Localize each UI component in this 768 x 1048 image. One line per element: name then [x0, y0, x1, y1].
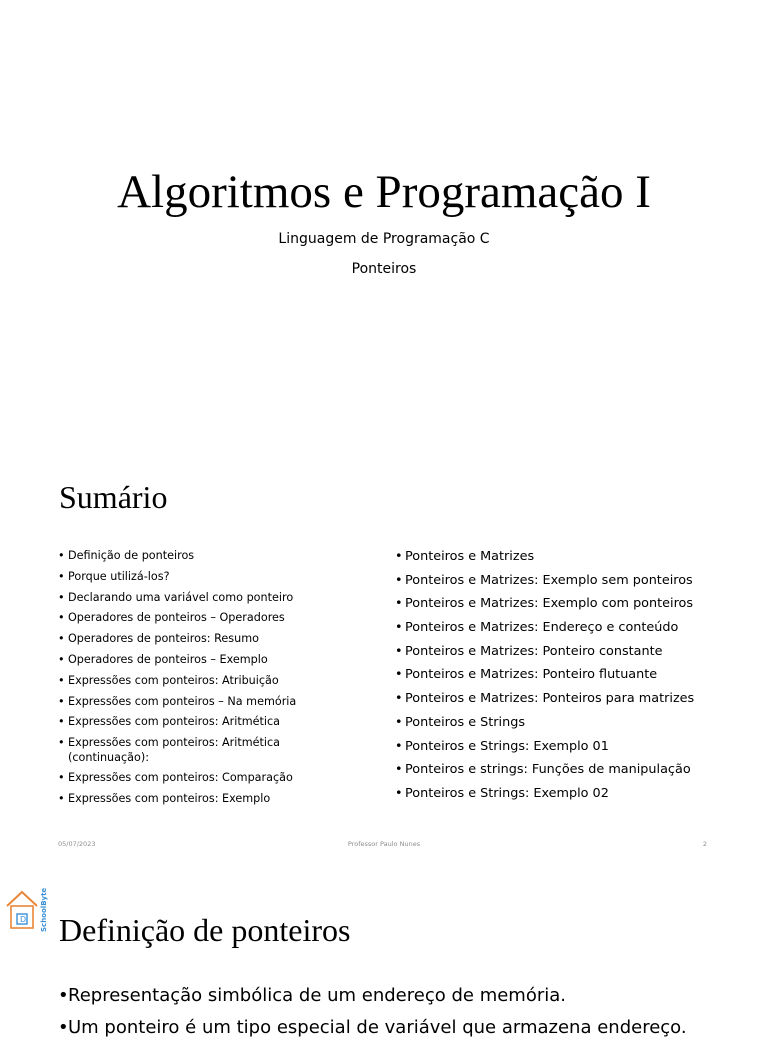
summary-item: • Expressões com ponteiros: Aritmética (continuação): — [58, 736, 358, 765]
svg-text:SchoolByte: SchoolByte — [40, 887, 48, 932]
summary-item: • Ponteiros e Matrizes: Exemplo com ponteiros — [395, 596, 725, 612]
school-logo-icon — [4, 886, 50, 934]
slide-subtitle-topic: Ponteiros — [351, 261, 417, 277]
summary-slide — [0, 440, 768, 860]
summary-item: • Expressões com ponteiros: Aritmética — [58, 715, 358, 730]
summary-item: • Ponteiros e Matrizes: Ponteiro flutuante — [395, 667, 725, 683]
summary-item: • Ponteiros e Matrizes: Ponteiros para matrizes — [395, 691, 725, 707]
summary-list-left — [58, 549, 358, 813]
summary-item: • Porque utilizá-los? — [58, 570, 358, 585]
summary-item: • Operadores de ponteiros: Resumo — [58, 632, 358, 647]
summary-item: • Ponteiros e strings: Funções de manipulação — [395, 762, 725, 778]
summary-item: • Expressões com ponteiros: Exemplo — [58, 792, 358, 807]
definition-bullets — [58, 984, 758, 1048]
summary-item: • Ponteiros e Strings — [395, 715, 725, 731]
summary-item: • Expressões com ponteiros: Atribuição — [58, 674, 358, 689]
slide-subtitle-language: Linguagem de Programação C — [278, 231, 490, 247]
summary-item: • Expressões com ponteiros: Comparação — [58, 771, 358, 786]
definition-bullet: • Representação simbólica de um endereço de memória. — [58, 984, 758, 1008]
definition-heading: Definição de ponteiros — [59, 912, 351, 948]
summary-list-right — [395, 549, 725, 810]
footer-page-number: 2 — [702, 840, 707, 848]
footer-date: 05/07/2023 — [58, 840, 96, 848]
summary-item: • Operadores de ponteiros – Exemplo — [58, 653, 358, 668]
summary-item: • Ponteiros e Matrizes: Endereço e conteúdo — [395, 620, 725, 636]
svg-text:D: D — [20, 915, 27, 924]
summary-item: • Ponteiros e Matrizes: Ponteiro constante — [395, 644, 725, 660]
summary-item: • Ponteiros e Matrizes: Exemplo sem ponteiros — [395, 573, 725, 589]
summary-item: • Expressões com ponteiros – Na memória — [58, 695, 358, 710]
summary-item: • Ponteiros e Strings: Exemplo 01 — [395, 739, 725, 755]
footer-author: Professor Paulo Nunes — [347, 840, 421, 848]
summary-heading: Sumário — [59, 479, 168, 515]
summary-item: • Ponteiros e Matrizes — [395, 549, 725, 565]
slide-title: Algoritmos e Programação I — [117, 166, 651, 218]
summary-item: • Operadores de ponteiros – Operadores — [58, 611, 358, 626]
summary-item: • Ponteiros e Strings: Exemplo 02 — [395, 786, 725, 802]
summary-item: • Definição de ponteiros — [58, 549, 358, 564]
definition-bullet: • Um ponteiro é um tipo especial de variável que armazena endereço. — [58, 1016, 758, 1040]
definition-slide — [0, 860, 768, 1038]
summary-item: • Declarando uma variável como ponteiro — [58, 591, 358, 606]
title-slide — [0, 0, 768, 440]
